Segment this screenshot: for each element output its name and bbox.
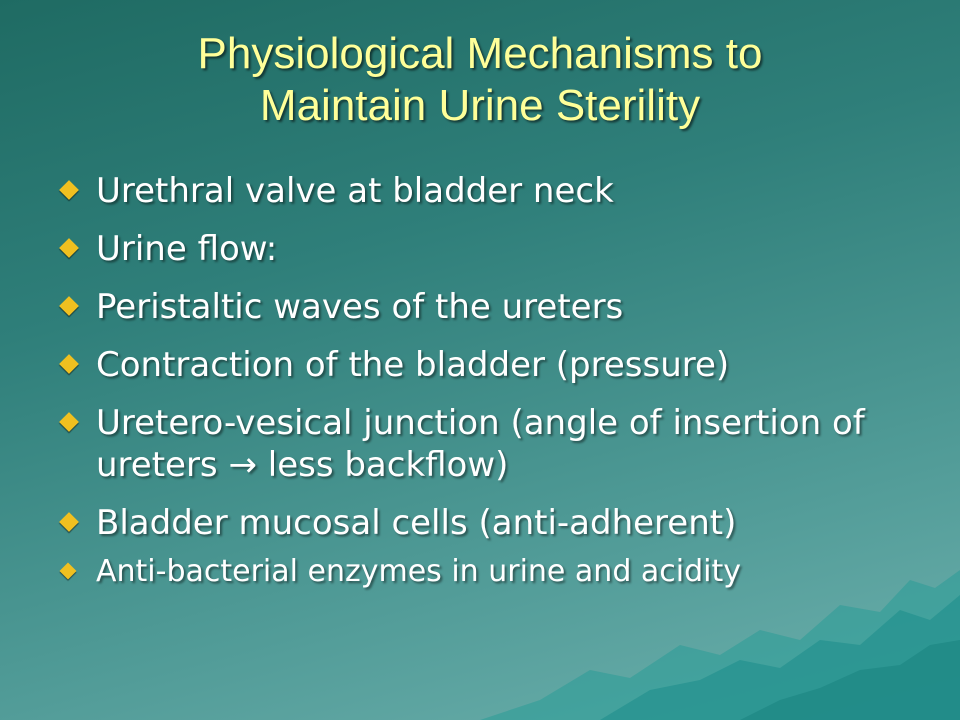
bullet-text: Bladder mucosal cells (anti-adherent) — [96, 503, 737, 543]
bullet-item — [58, 344, 938, 386]
title-line-2: Maintain Urine Sterility — [259, 81, 701, 130]
diamond-bullet-icon — [59, 354, 79, 374]
bullet-item — [58, 228, 938, 270]
slide-title — [60, 28, 900, 132]
bullet-text: Urethral valve at bladder neck — [96, 171, 614, 211]
diamond-bullet-icon — [59, 296, 79, 316]
diamond-bullet-icon — [59, 512, 79, 532]
diamond-bullet-icon — [59, 412, 79, 432]
bullet-text: Anti-bacterial enzymes in urine and acidity — [96, 554, 741, 589]
bullet-text: Contraction of the bladder (pressure) — [96, 345, 730, 385]
bullet-text: Uretero-vesical junction (angle of insertion of ureters → less backflow) — [96, 403, 865, 485]
bullet-item — [58, 554, 938, 590]
diamond-bullet-icon — [60, 563, 77, 580]
bullet-list — [58, 170, 938, 606]
bullet-text: Peristaltic waves of the ureters — [96, 287, 624, 327]
bullet-text: Urine flow: — [96, 229, 278, 269]
title-line-1: Physiological Mechanisms to — [197, 29, 763, 78]
bullet-item — [58, 170, 938, 212]
diamond-bullet-icon — [59, 180, 79, 200]
bullet-item — [58, 502, 938, 544]
diamond-bullet-icon — [59, 238, 79, 258]
bullet-item — [58, 286, 938, 328]
bullet-item — [58, 402, 938, 486]
